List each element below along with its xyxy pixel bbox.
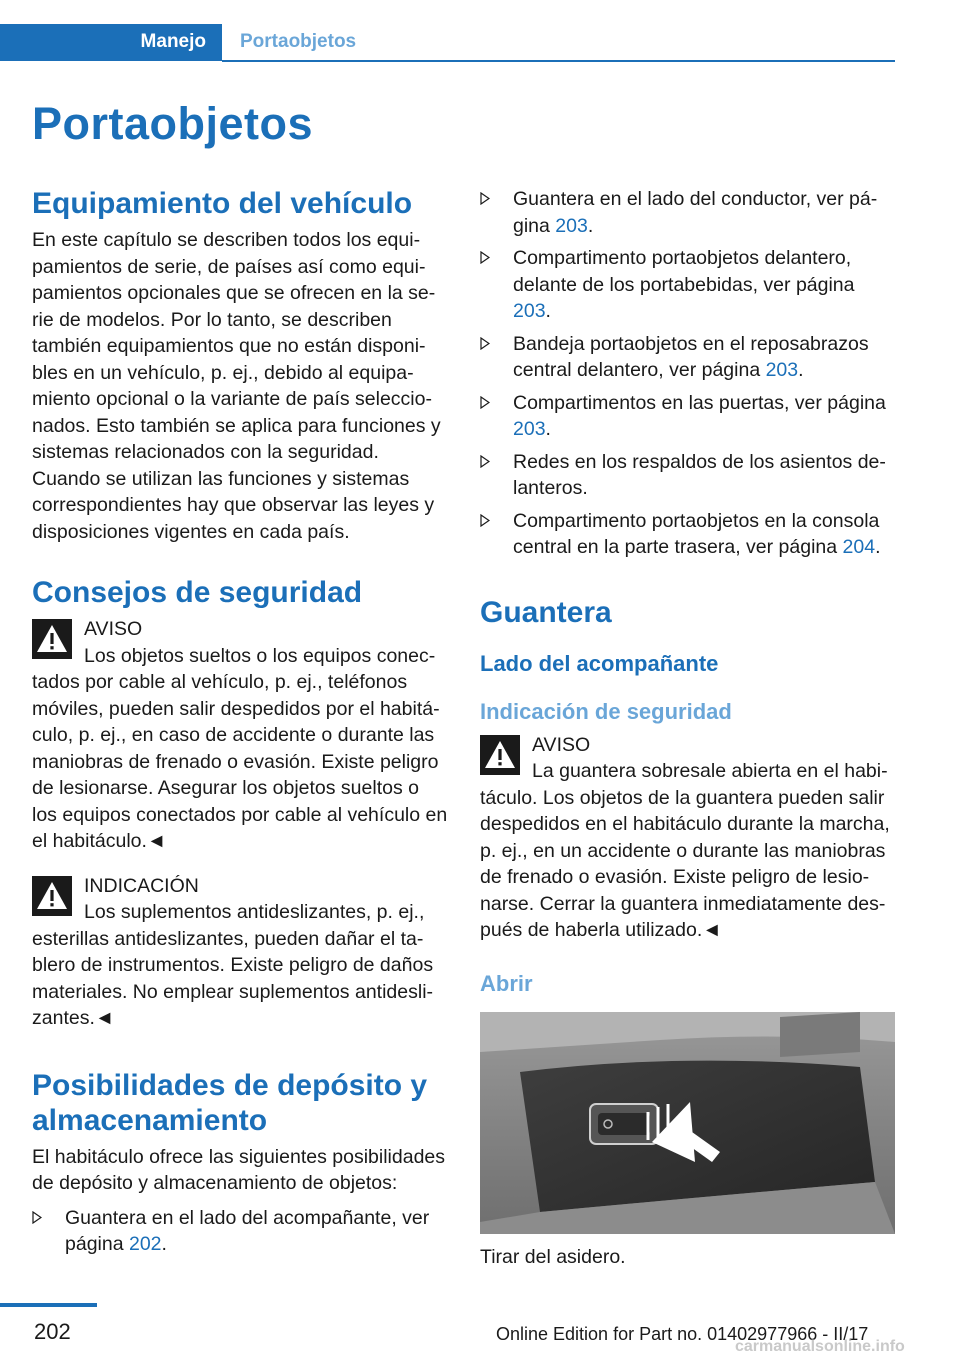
page-title: Portaobjetos [32,98,314,149]
section-tab-label: Manejo [140,31,206,52]
storage-intro: El habitáculo ofrece las siguientes posibilidades de depósito y almacenamiento de objetos: [32,1145,446,1194]
triangle-bullet-icon [480,192,490,205]
glovebox-heading: Guantera [480,595,612,629]
section-tab[interactable] [0,24,222,61]
list-item: Compartimentos en las puertas, ver página 203. [480,390,896,443]
triangle-bullet-icon [32,1211,42,1224]
right-column [480,186,896,1270]
left-column [32,186,448,1264]
list-item: Compartimento portaobjetos en la consola central en la parte trasera, ver página 204. [480,508,896,561]
passenger-side-heading: Lado del acompañante [480,650,719,676]
warning-title: AVISO [84,618,143,640]
safety-heading: Consejos de seguridad [32,576,363,609]
page-link[interactable]: 203 [555,214,588,237]
warning-triangle-icon [32,876,72,916]
warning-title: AVISO [532,733,591,756]
storage-list-right [480,186,896,561]
warning-triangle-icon [480,735,520,775]
warning-text: La guantera sobresale abierta en el habitáculo. Los objetos de la guantera pueden salir despedidos en el habitáculo durante la marcha, p. ej., en un accidente o durante las maniobras de frenado o evasión. Existe peligro de lesionarse. Cerrar la guantera inmediatamente después de haberla utilizado.◄ [480,760,890,941]
footer-divider [0,1303,97,1307]
safety-warning [32,616,448,855]
list-item: Guantera en el lado del conductor, ver página 203. [480,186,896,239]
triangle-bullet-icon [480,396,490,409]
page-link[interactable]: 203 [765,359,799,381]
page-number: 202 [34,1319,71,1344]
page-link[interactable]: 202 [128,1233,162,1255]
list-item: Redes en los respaldos de los asientos delanteros. [480,449,896,502]
glovebox-warning [480,732,896,944]
warning-text: Los objetos sueltos o los equipos conectados por cable al vehículo, p. ej., teléfonos móviles, pueden salir despedidos por el habitáculo, p. ej., en caso de accidente o durante las maniobras de frenado o evasión. Existe peligro de lesionarse. Asegurar los objetos sueltos o los equipos conectados por cable al vehículo en el habitáculo.◄ [32,644,448,852]
storage-list-left [32,1205,448,1258]
page-link[interactable]: 203 [513,300,546,322]
equipment-body: En este capítulo se describen todos los equipamientos de serie, de países así como equipamientos opcionales que se ofrecen en la serie de modelos. Por lo tanto, se describen también equipamientos que no están disponibles en un vehículo, p. ej., debido al equipamiento opcional o la variante de país seleccionados. Esto también se aplica para funciones y sistemas relacionados con la seguridad. Cuando se utilizan las funciones y sistemas correspondientes hay que observar las leyes y disposiciones vigentes en cada país. [32,229,441,543]
open-heading: Abrir [480,970,533,996]
storage-heading: Posibilidades de depósito y almacenamiento [32,1068,428,1137]
list-item: Compartimento portaobjetos delantero, delante de los portabebidas, ver página 203. [480,245,896,325]
watermark: carmanualsonline.info [735,1338,905,1355]
page-link[interactable]: 203 [513,418,546,440]
glovebox-photo [480,1012,895,1234]
note-title: INDICACIÓN [84,874,199,897]
triangle-bullet-icon [480,251,490,264]
topic-tab[interactable]: Portaobjetos [240,31,357,52]
equipment-heading: Equipamiento del vehículo [32,187,413,220]
triangle-bullet-icon [480,514,490,527]
safety-note-heading: Indicación de seguridad [480,698,732,724]
page-header [0,0,895,62]
triangle-bullet-icon [480,337,490,350]
photo-caption: Tirar del asidero. [480,1245,626,1268]
safety-note [32,873,448,1032]
header-divider [222,60,895,62]
page-link[interactable]: 204 [842,536,876,558]
edition-label: Online Edition for Part no. 01402977966 - II/17 [496,1324,869,1344]
note-text: Los suplementos antideslizantes, p. ej., esterillas antideslizantes, pueden dañar el tablero de instrumentos. Existe peligro de daños materiales. No emplear suplementos antideslizantes.◄ [32,901,434,1029]
list-item: Guantera en el lado del acompañante, ver página 202. [32,1205,448,1258]
warning-triangle-icon [32,619,72,659]
list-item: Bandeja portaobjetos en el reposabrazos central delantero, ver página 203. [480,331,896,384]
triangle-bullet-icon [480,455,490,468]
